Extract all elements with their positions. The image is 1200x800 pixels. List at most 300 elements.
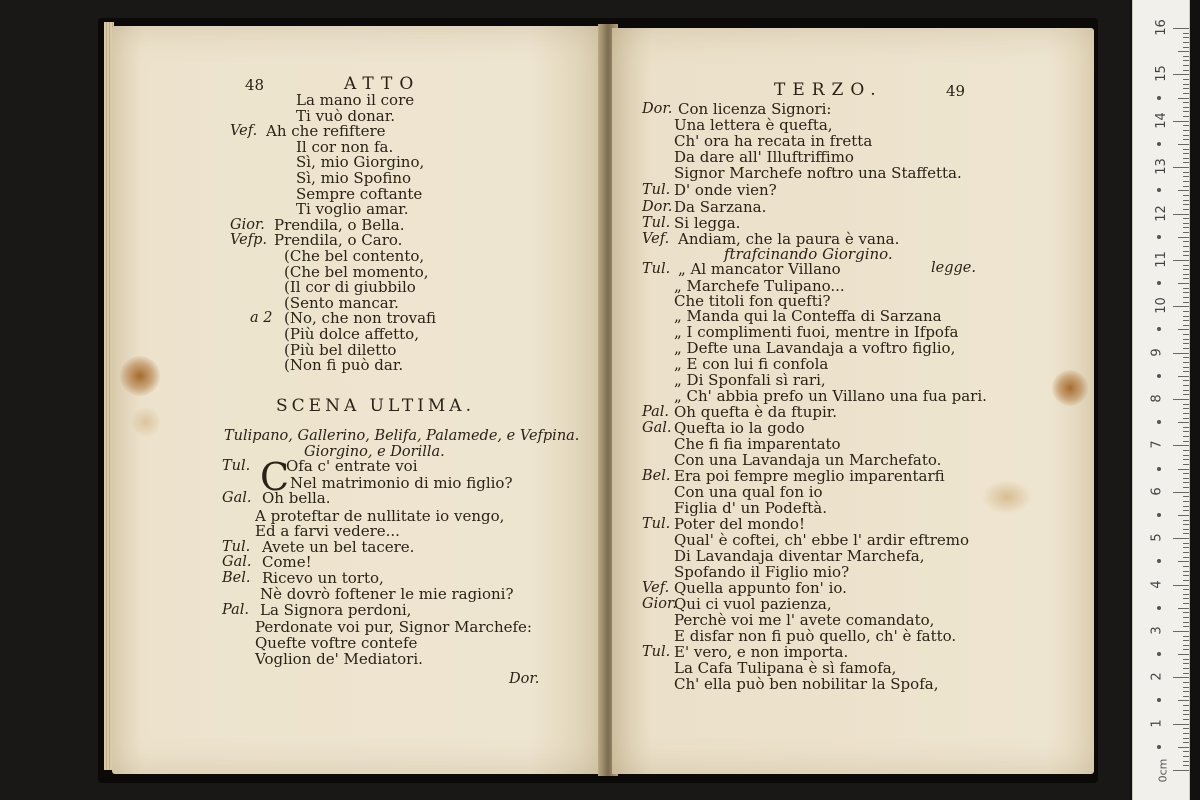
verse-line: Con una qual fon io (674, 483, 823, 501)
ruler-tick (1183, 162, 1189, 163)
verse-line: Sì, mio Spofino (296, 169, 412, 187)
ruler-tick (1173, 538, 1189, 539)
measuring-ruler (1132, 0, 1190, 800)
verse-line: „ Defte una Lavandaja a voftro figlio, (674, 339, 956, 357)
ruler-label: 5 (1149, 533, 1165, 542)
ruler-tick (1183, 88, 1189, 89)
ruler-tick (1183, 278, 1189, 279)
ruler-tick (1183, 47, 1189, 48)
verse-line: Che titoli fon quefti? (674, 292, 831, 310)
dialogue-line: Come! (262, 553, 312, 571)
ruler-tick (1178, 747, 1189, 748)
ruler-tick (1173, 724, 1189, 725)
verse-line: Che fi fia imparentato (674, 435, 841, 453)
ruler-tick (1173, 445, 1189, 446)
ruler-tick (1178, 608, 1189, 609)
dialogue-line: Perdonate voi pur, Signor Marchefe: (255, 618, 532, 636)
ruler-tick (1183, 255, 1189, 256)
ruler-tick (1183, 125, 1189, 126)
ruler-tick (1183, 181, 1189, 182)
verse-line: Quella appunto fon' io. (674, 579, 847, 597)
running-head-right: TERZO. (774, 80, 883, 100)
page-number-right: 49 (946, 82, 966, 100)
dialogue-line: Avete un bel tacere. (262, 538, 415, 556)
ruler-tick (1183, 714, 1189, 715)
verse-line: E' vero, e non importa. (674, 643, 849, 661)
foxing-stain (982, 480, 1032, 514)
ruler-tick (1183, 246, 1189, 247)
ruler-tick (1178, 515, 1189, 516)
verse-line: Quefta io la godo (674, 419, 805, 437)
ruler-tick (1173, 28, 1189, 29)
verse-line: Con una Lavandaja un Marchefato. (674, 451, 942, 469)
ruler-tick (1183, 343, 1189, 344)
foxing-stain (132, 406, 160, 438)
verse-line: La Cafa Tulipana è sì famofa, (674, 659, 897, 677)
ruler-tick (1183, 533, 1189, 534)
ruler-tick (1183, 742, 1189, 743)
foxing-stain (120, 356, 160, 396)
ruler-tick (1183, 418, 1189, 419)
ruler-tick (1173, 306, 1189, 307)
ruler-tick (1183, 696, 1189, 697)
ruler-tick (1183, 70, 1189, 71)
ruler-tick (1183, 524, 1189, 525)
ruler-tick (1178, 237, 1189, 238)
ruler-tick (1183, 408, 1189, 409)
ruler-tick (1183, 520, 1189, 521)
ruler-tick (1173, 399, 1189, 400)
verse-line: Signor Marchefe noftro una Staffetta. (674, 164, 962, 182)
scene-heading: SCENA ULTIMA. (276, 396, 475, 416)
verse-line: Una lettera è quefta, (674, 116, 833, 134)
ruler-dot (1157, 745, 1161, 749)
speaker-label: Tul. (222, 458, 251, 474)
dialogue-line: Oh bella. (262, 489, 331, 507)
verse-line: „ E con lui fi confola (674, 355, 829, 373)
ruler-tick (1183, 529, 1189, 530)
ruler-tick (1183, 288, 1189, 289)
verse-line: Sì, mio Giorgino, (296, 153, 425, 171)
ruler-tick (1183, 598, 1189, 599)
dialogue-line: Nel matrimonio di mio figlio? (290, 474, 513, 492)
ruler-tick (1183, 93, 1189, 94)
verse-line: „ Ch' abbia prefo un Villano una fua pari. (674, 387, 987, 405)
ruler-label: 9 (1149, 347, 1165, 357)
ruler-tick (1183, 640, 1189, 641)
verse-line: Perchè voi me l' avete comandato, (674, 611, 935, 629)
ruler-tick (1183, 478, 1189, 479)
ruler-tick (1183, 292, 1189, 293)
speaker-label: Gal. (642, 420, 672, 436)
ruler-tick (1183, 765, 1189, 766)
ruler-tick (1173, 121, 1189, 122)
speaker-label: Pal. (642, 404, 669, 420)
verse-line: (Sento mancar. (284, 294, 399, 312)
verse-line: (Più dolce affetto, (284, 325, 419, 343)
ruler-tick (1183, 450, 1189, 451)
ruler-tick (1183, 645, 1189, 646)
verse-line: „ Di Sponfali sì rari, (674, 371, 826, 389)
ruler-dot (1157, 374, 1161, 378)
ruler-tick (1183, 209, 1189, 210)
ruler-tick (1183, 265, 1189, 266)
ruler-tick (1183, 390, 1189, 391)
ruler-tick (1183, 176, 1189, 177)
ruler-tick (1183, 413, 1189, 414)
ruler-dot (1157, 327, 1161, 331)
ruler-tick (1183, 130, 1189, 131)
ruler-tick (1183, 566, 1189, 567)
ruler-tick (1183, 441, 1189, 442)
ruler-tick (1178, 422, 1189, 423)
ruler-tick (1183, 636, 1189, 637)
ruler-dot (1157, 698, 1161, 702)
ruler-tick (1183, 649, 1189, 650)
verse-line: Era poi fempre meglio imparentarfi (674, 467, 945, 485)
ruler-tick (1183, 751, 1189, 752)
ruler-tick (1183, 612, 1189, 613)
ruler-dot (1157, 513, 1161, 517)
ruler-tick (1183, 659, 1189, 660)
page-number-left: 48 (245, 76, 265, 94)
ruler-tick (1183, 158, 1189, 159)
ruler-label: 15 (1153, 65, 1169, 83)
ruler-label: 12 (1153, 204, 1169, 222)
verse-line: (Non fi può dar. (284, 356, 404, 374)
ruler-dot (1157, 96, 1161, 100)
dialogue-line: Ofa c' entrate voi (286, 457, 418, 475)
speaker-label: Dor. (642, 101, 673, 117)
verse-line: „ Manda qui la Conteffa di Sarzana (674, 307, 942, 325)
dialogue-line: A proteftar de nullitate io vengo, (255, 507, 505, 525)
ruler-tick (1183, 116, 1189, 117)
ruler-label: 8 (1149, 394, 1165, 403)
ruler-tick (1183, 710, 1189, 711)
ruler-tick (1183, 139, 1189, 140)
ruler-tick (1183, 394, 1189, 395)
ruler-tick (1183, 473, 1189, 474)
ruler-tick (1183, 719, 1189, 720)
ruler-dot (1157, 652, 1161, 656)
verse-line: Ti voglio amar. (296, 200, 409, 218)
ruler-tick (1183, 756, 1189, 757)
ruler-tick (1183, 482, 1189, 483)
ruler-dot (1157, 467, 1161, 471)
ruler-tick (1183, 510, 1189, 511)
ruler-tick (1183, 316, 1189, 317)
ruler-tick (1183, 37, 1189, 38)
dialogue-line: Nè dovrò foftener le mie ragioni? (260, 585, 514, 603)
ruler-tick (1183, 459, 1189, 460)
ruler-tick (1173, 677, 1189, 678)
verse-line: ftrafcinando Giorgino. (724, 245, 893, 263)
ruler-tick (1173, 585, 1189, 586)
ruler-label: 14 (1153, 111, 1169, 129)
ruler-label: 6 (1149, 487, 1165, 496)
ruler-dot (1157, 188, 1161, 192)
verse-line: Ch' ella può ben nobilitar la Spofa, (674, 675, 939, 693)
ruler-tick (1183, 626, 1189, 627)
dialogue-line: La Signora perdoni, (260, 601, 412, 619)
ruler-tick (1183, 195, 1189, 196)
ruler-tick (1183, 575, 1189, 576)
verse-line: (Che bel momento, (284, 263, 429, 281)
verse-line: E disfar non fi può quello, ch' è fatto. (674, 627, 957, 645)
ruler-tick (1183, 487, 1189, 488)
ruler-tick (1183, 60, 1189, 61)
ruler-tick (1183, 431, 1189, 432)
ruler-tick (1183, 339, 1189, 340)
ruler-tick (1183, 427, 1189, 428)
ruler-tick (1183, 464, 1189, 465)
ruler-dot (1157, 281, 1161, 285)
ruler-label: 1 (1149, 718, 1165, 728)
verse-line: (No, che non trovafi (284, 309, 437, 327)
cast-list: Tulipano, Gallerino, Belifa, Palamede, e Vefpina. (224, 428, 580, 444)
ruler-label: 2 (1149, 672, 1165, 681)
drop-cap: C (260, 455, 290, 499)
speaker-label: a 2 (250, 310, 273, 326)
ruler-tick (1183, 218, 1189, 219)
verse-line: Si legga. (674, 214, 741, 232)
ruler-label: 4 (1149, 579, 1165, 589)
ruler-label: 11 (1153, 251, 1169, 268)
ruler-tick (1183, 65, 1189, 66)
ruler-tick (1173, 492, 1189, 493)
speaker-label: Gior. (642, 596, 677, 612)
ruler-tick (1178, 469, 1189, 470)
ruler-tick (1173, 631, 1189, 632)
speaker-label: Dor. (642, 199, 673, 215)
verse-line: Il cor non fa. (296, 138, 394, 156)
ruler-tick (1183, 153, 1189, 154)
ruler-tick (1183, 738, 1189, 739)
ruler-tick (1183, 603, 1189, 604)
ruler-tick (1183, 172, 1189, 173)
ruler-tick (1178, 700, 1189, 701)
verse-line: Da dare all' Illuftriffimo (674, 148, 854, 166)
ruler-tick (1178, 98, 1189, 99)
ruler-tick (1183, 705, 1189, 706)
verse-line: Spofando il Figlio mio? (674, 563, 850, 581)
ruler-tick (1178, 329, 1189, 330)
ruler-tick (1183, 436, 1189, 437)
ruler-tick (1183, 733, 1189, 734)
ruler-tick (1183, 269, 1189, 270)
verse-line: Da Sarzana. (674, 198, 767, 216)
ruler-tick (1183, 135, 1189, 136)
verse-line: Ah che refiftere (266, 122, 386, 140)
foxing-stain (1052, 370, 1088, 406)
speaker-label: Vef. (642, 580, 670, 596)
ruler-tick (1183, 362, 1189, 363)
ruler-tick (1183, 691, 1189, 692)
speaker-label: Vef. (230, 123, 258, 139)
cast-list: Giorgino, e Dorilla. (304, 444, 445, 460)
left-page (112, 26, 605, 774)
ruler-tick (1183, 107, 1189, 108)
verse-line: Qual' è coftei, ch' ebbe l' ardir eftremo (674, 531, 970, 549)
speaker-label: Bel. (642, 468, 671, 484)
verse-line: La mano il core (296, 91, 415, 109)
speaker-label: Gal. (222, 490, 252, 506)
ruler-tick (1183, 380, 1189, 381)
ruler-tick (1183, 761, 1189, 762)
verse-line: „ Al mancator Villano (678, 260, 841, 278)
ruler-tick (1183, 204, 1189, 205)
ruler-tick (1183, 571, 1189, 572)
ruler-tick (1183, 348, 1189, 349)
ruler-tick (1178, 376, 1189, 377)
ruler-tick (1183, 728, 1189, 729)
ruler-dot (1157, 559, 1161, 563)
running-head-left: ATTO (344, 74, 421, 94)
ruler-tick (1178, 51, 1189, 52)
ruler-tick (1173, 74, 1189, 75)
ruler-tick (1183, 357, 1189, 358)
ruler-tick (1183, 42, 1189, 43)
verse-line: Poter del mondo! (674, 515, 805, 533)
ruler-tick (1183, 594, 1189, 595)
ruler-tick (1183, 455, 1189, 456)
speaker-label: Tul. (642, 516, 671, 532)
verse-line: „ I complimenti fuoi, mentre in Ifpofa (674, 323, 959, 341)
ruler-tick (1183, 302, 1189, 303)
ruler-dot (1157, 606, 1161, 610)
speaker-label: Tul. (642, 182, 671, 198)
verse-line: Sempre coftante (296, 185, 423, 203)
ruler-tick (1183, 33, 1189, 34)
ruler-tick (1183, 297, 1189, 298)
ruler-tick (1173, 214, 1189, 215)
ruler-tick (1183, 232, 1189, 233)
ruler-tick (1183, 687, 1189, 688)
ruler-label: 7 (1149, 440, 1165, 450)
speaker-label: Gal. (222, 554, 252, 570)
ruler-tick (1183, 111, 1189, 112)
verse-line: Ch' ora ha recata in fretta (674, 132, 873, 150)
ruler-tick (1183, 200, 1189, 201)
ruler-tick (1183, 682, 1189, 683)
ruler-tick (1183, 251, 1189, 252)
ruler-tick (1183, 149, 1189, 150)
verse-line: „ Marchefe Tulipano... (674, 277, 845, 295)
verse-line: D' onde vien? (674, 181, 777, 199)
speaker-label: Bel. (222, 570, 251, 586)
verse-line: Oh quefta è da ftupir. (674, 403, 838, 421)
ruler-tick (1183, 385, 1189, 386)
ruler-tick (1178, 144, 1189, 145)
ruler-label: 13 (1153, 158, 1169, 175)
ruler-tick (1183, 241, 1189, 242)
ruler-tick (1183, 668, 1189, 669)
ruler-tick (1178, 190, 1189, 191)
ruler-tick (1183, 622, 1189, 623)
ruler-tick (1178, 654, 1189, 655)
ruler-tick (1173, 260, 1189, 261)
speaker-label: Tul. (222, 539, 251, 555)
dialogue-line: Ed a farvi vedere... (255, 522, 400, 540)
ruler-tick (1183, 311, 1189, 312)
verse-line: Prendila, o Bella. (274, 216, 405, 234)
speaker-label: Tul. (642, 261, 671, 277)
ruler-tick (1183, 274, 1189, 275)
ruler-tick (1183, 547, 1189, 548)
stage-direction: legge. (931, 260, 976, 276)
speaker-label: Gior. (230, 217, 265, 233)
ruler-tick (1183, 367, 1189, 368)
speaker-label: Vefp. (230, 232, 267, 248)
verse-line: (Che bel contento, (284, 247, 425, 265)
verse-line: Andiam, che la paura è vana. (678, 230, 900, 248)
ruler-tick (1183, 325, 1189, 326)
speaker-label: Pal. (222, 602, 249, 618)
verse-line: (Più bel diletto (284, 341, 397, 359)
ruler-tick (1183, 617, 1189, 618)
verse-line: (Il cor di giubbilo (284, 278, 416, 296)
ruler-tick (1183, 320, 1189, 321)
ruler-tick (1178, 283, 1189, 284)
ruler-tick (1183, 552, 1189, 553)
verse-line: Prendila, o Caro. (274, 231, 403, 249)
ruler-dot (1157, 235, 1161, 239)
ruler-tick (1183, 371, 1189, 372)
ruler-tick (1183, 102, 1189, 103)
speaker-label: Tul. (642, 215, 671, 231)
ruler-tick (1183, 663, 1189, 664)
ruler-tick (1183, 589, 1189, 590)
ruler-tick (1183, 223, 1189, 224)
right-page (612, 28, 1094, 774)
ruler-tick (1183, 56, 1189, 57)
ruler-tick (1183, 501, 1189, 502)
ruler-tick (1183, 580, 1189, 581)
speaker-label: Tul. (642, 644, 671, 660)
ruler-tick (1183, 334, 1189, 335)
verse-line: Con licenza Signori: (678, 100, 832, 118)
verse-line: Figlia d' un Podeftà. (674, 499, 827, 517)
ruler-dot (1157, 142, 1161, 146)
dialogue-line: Quefte voftre contefe (255, 634, 418, 652)
verse-line: Di Lavandaja diventar Marchefa, (674, 547, 925, 565)
ruler-tick (1183, 673, 1189, 674)
ruler-tick (1183, 79, 1189, 80)
speaker-label: Vef. (642, 231, 670, 247)
ruler-tick (1173, 167, 1189, 168)
ruler-tick (1183, 543, 1189, 544)
ruler-label: 16 (1153, 19, 1169, 36)
ruler-dot (1157, 420, 1161, 424)
ruler-unit: 0cm (1156, 758, 1170, 783)
ruler-tick (1183, 84, 1189, 85)
ruler-label: 3 (1149, 626, 1165, 635)
ruler-label: 10 (1153, 297, 1169, 315)
ruler-tick (1183, 557, 1189, 558)
ruler-tick (1178, 561, 1189, 562)
dialogue-line: Ricevo un torto, (262, 569, 384, 587)
ruler-tick (1173, 770, 1189, 771)
verse-line: Ti vuò donar. (296, 107, 396, 125)
ruler-tick (1183, 404, 1189, 405)
ruler-tick (1183, 506, 1189, 507)
ruler-tick (1183, 496, 1189, 497)
ruler-tick (1183, 186, 1189, 187)
verse-line: Qui ci vuol pazienza, (674, 595, 832, 613)
ruler-tick (1183, 227, 1189, 228)
dialogue-line: Voglion de' Mediatori. (255, 650, 423, 668)
ruler-tick (1173, 353, 1189, 354)
